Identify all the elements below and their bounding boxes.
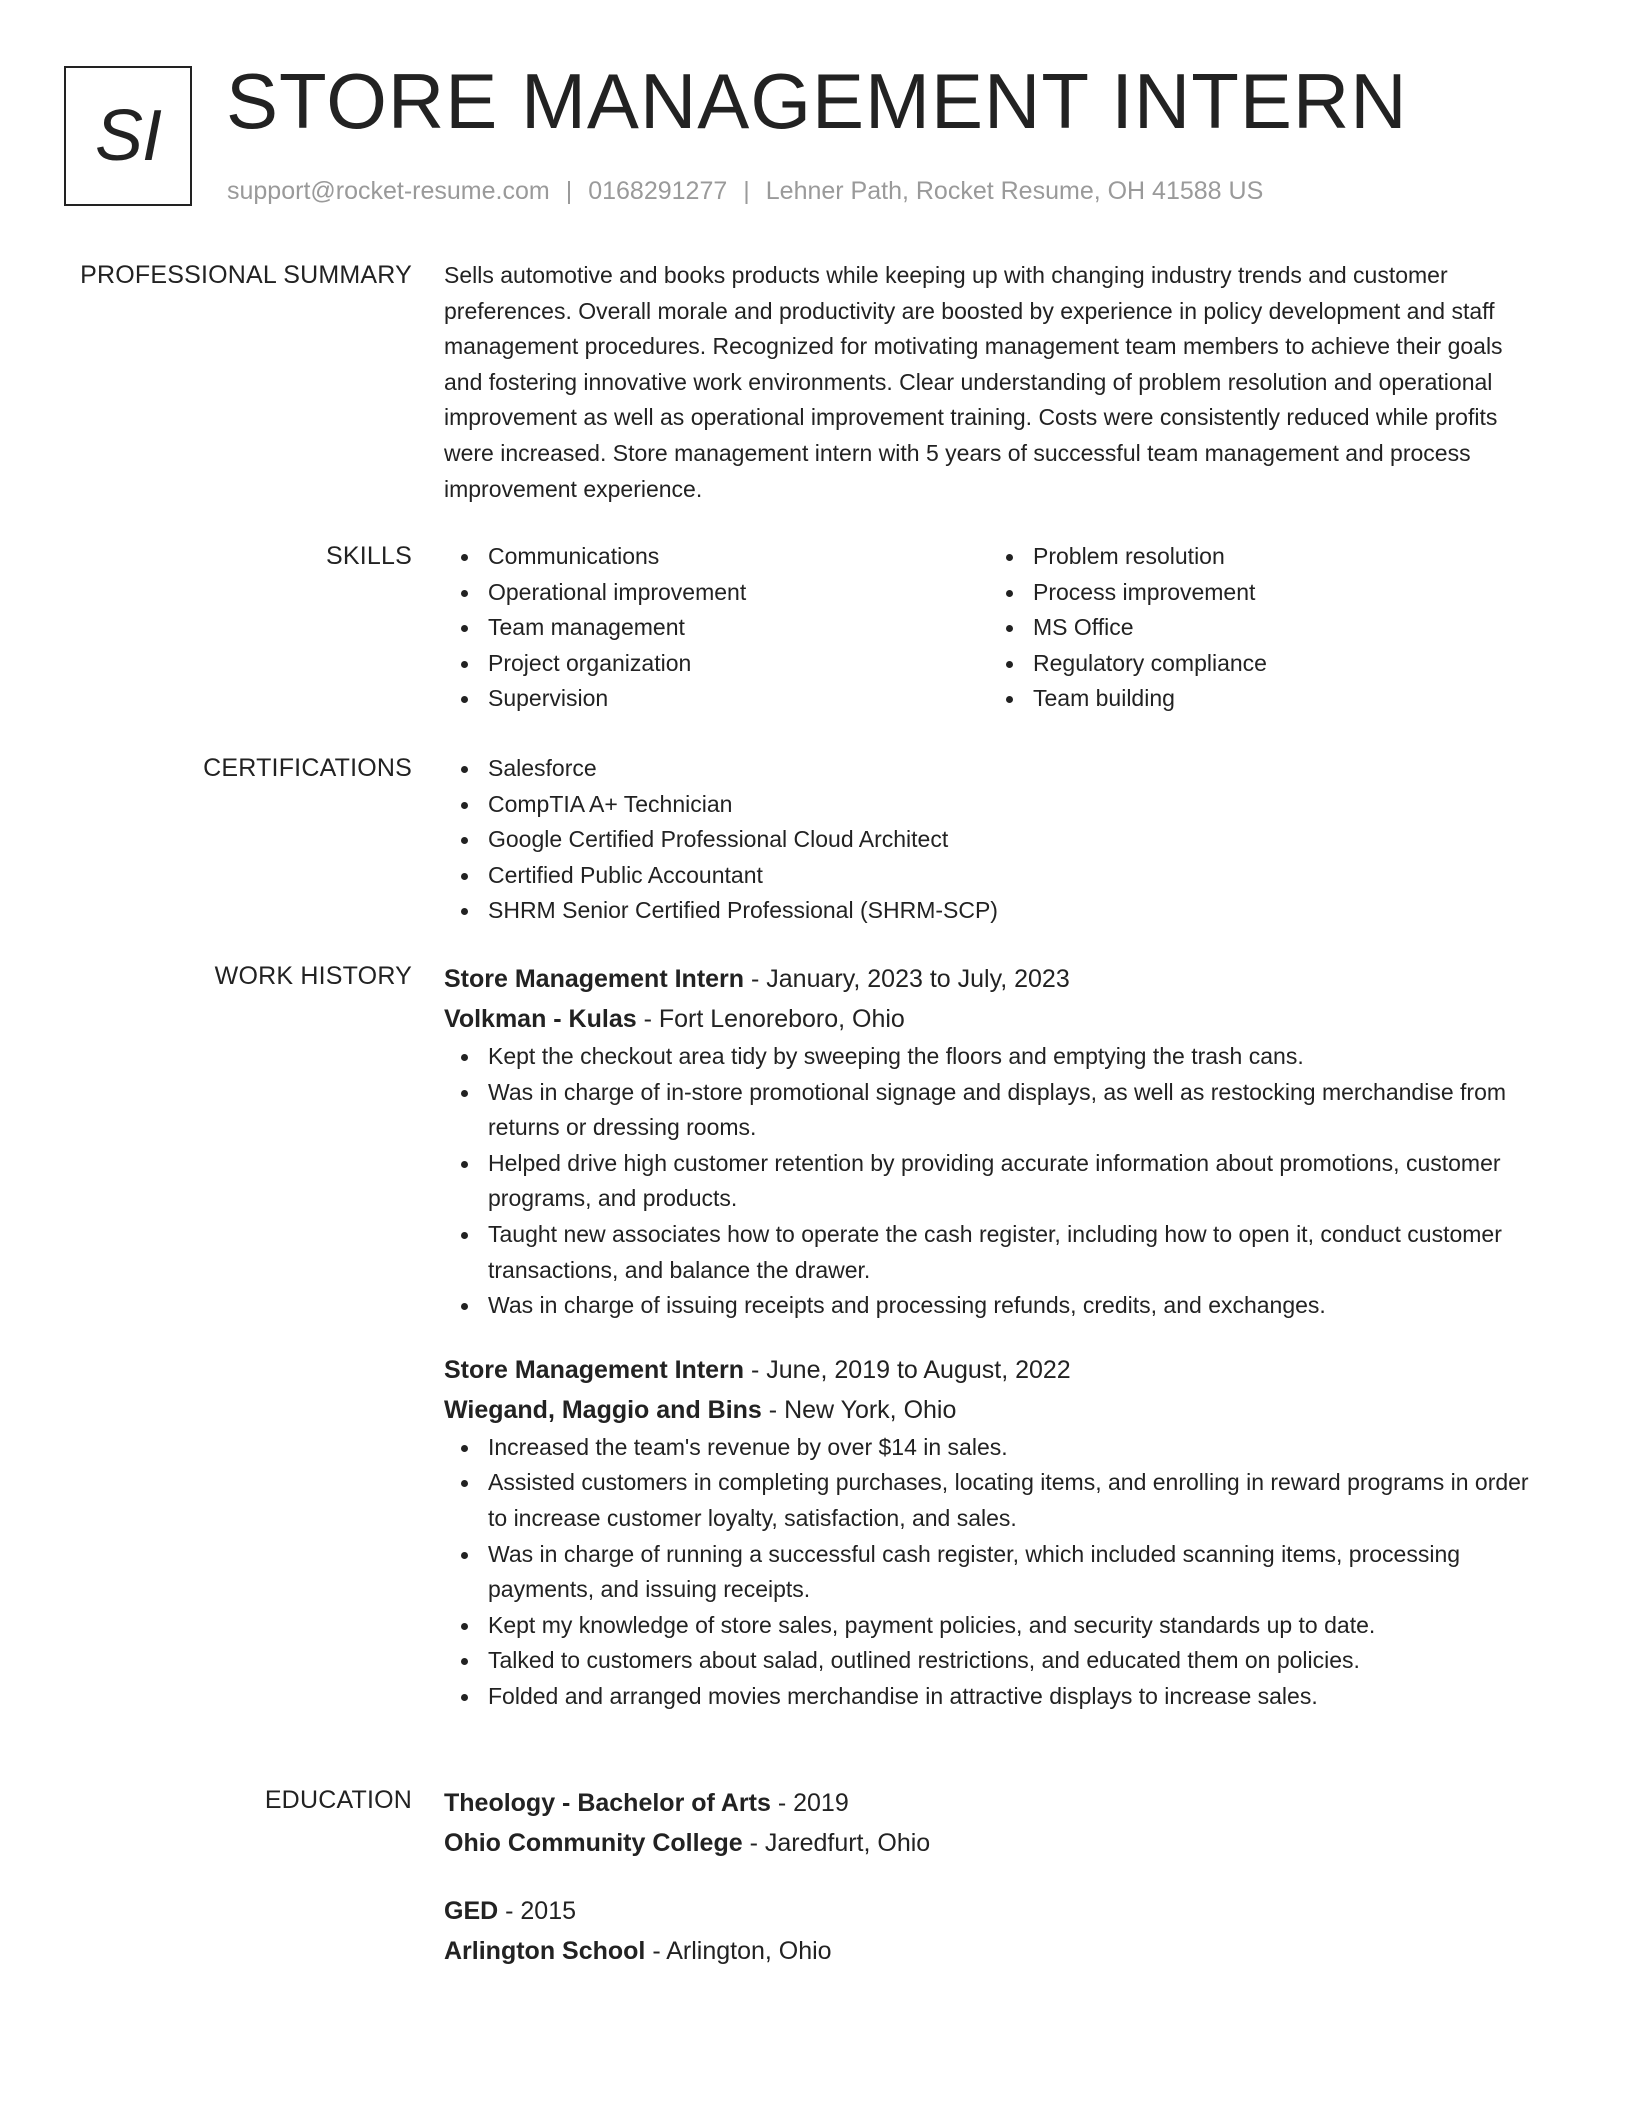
- skill-item: Team management: [444, 610, 989, 646]
- job-company-line: [444, 999, 1544, 1039]
- job-bullet: Was in charge of issuing receipts and processing refunds, credits, and exchanges.: [444, 1288, 1544, 1324]
- job-location: New York, Ohio: [784, 1395, 957, 1424]
- job-entry: [444, 1350, 1544, 1715]
- certifications-list: [444, 751, 1544, 929]
- certification-item: Google Certified Professional Cloud Architect: [444, 822, 1544, 858]
- certifications-heading: CERTIFICATIONS: [203, 754, 412, 782]
- education-school-line: [444, 1931, 1544, 1971]
- job-bullet-list: [444, 1430, 1544, 1715]
- job-bullet-list: [444, 1039, 1544, 1324]
- contact-separator: |: [565, 177, 573, 205]
- contact-address: Lehner Path, Rocket Resume, OH 41588 US: [765, 177, 1264, 205]
- education-school-line: [444, 1823, 1544, 1863]
- education-degree-line: [444, 1891, 1544, 1931]
- education-year: 2015: [520, 1897, 577, 1925]
- certification-item: SHRM Senior Certified Professional (SHRM-SCP): [444, 893, 1544, 929]
- education-degree: Theology - Bachelor of Arts: [444, 1789, 771, 1817]
- job-bullet: Was in charge of running a successful cash register, which included scanning items, processing payments, and issuing receipts.: [444, 1537, 1544, 1608]
- education-dash: -: [742, 1829, 765, 1857]
- education-location: Arlington, Ohio: [666, 1937, 832, 1965]
- education-degree: GED: [444, 1897, 499, 1925]
- contact-phone: 0168291277: [588, 177, 728, 205]
- skill-item: Regulatory compliance: [989, 646, 1534, 682]
- job-role: Store Management Intern: [444, 965, 745, 993]
- job-role: Store Management Intern: [444, 1355, 745, 1384]
- education-dash: -: [498, 1897, 521, 1925]
- summary-text: Sells automotive and books products while keeping up with changing industry trends and customer preferences. Overall morale and productivity are boosted by experience in policy development and staff management procedures. Recognized for motivating management team members to achieve their goals and fostering innovative work environments. Clear understanding of problem resolution and operational improvement as well as operational improvement training. Costs were consistently reduced while profits were increased. Store management intern with 5 years of successful team management and process improvement experience.: [444, 262, 1503, 502]
- education-dash: -: [770, 1789, 794, 1817]
- education-location: Jaredfurt, Ohio: [764, 1829, 931, 1857]
- resume-title: STORE MANAGEMENT INTERN: [226, 57, 1408, 145]
- skill-item: Operational improvement: [444, 575, 989, 611]
- education-entry: [444, 1891, 1544, 1971]
- monogram-box: [64, 66, 192, 206]
- certification-item: Certified Public Accountant: [444, 858, 1544, 894]
- job-bullet: Was in charge of in-store promotional signage and displays, as well as restocking merchandise from returns or dressing rooms.: [444, 1075, 1544, 1146]
- job-bullet: Assisted customers in completing purchases, locating items, and enrolling in reward programs in order to increase customer loyalty, satisfaction, and sales.: [444, 1465, 1544, 1536]
- education-school: Arlington School: [444, 1937, 646, 1965]
- job-role-line: [444, 959, 1544, 999]
- job-role-line: [444, 1350, 1544, 1390]
- job-location: Fort Lenoreboro, Ohio: [658, 1005, 905, 1033]
- certification-item: Salesforce: [444, 751, 1544, 787]
- education-heading: EDUCATION: [264, 1786, 412, 1814]
- education-degree-line: [444, 1783, 1544, 1823]
- job-dash: -: [636, 1005, 659, 1033]
- education-dash: -: [645, 1937, 667, 1965]
- skill-item: Process improvement: [989, 575, 1534, 611]
- monogram-initials: SI: [94, 96, 162, 176]
- job-dash: -: [744, 965, 767, 993]
- contact-email: support@rocket-resume.com: [227, 177, 550, 205]
- job-dates: June, 2019 to August, 2022: [766, 1355, 1071, 1384]
- skills-list-left: [444, 539, 989, 717]
- job-company-line: [444, 1390, 1544, 1430]
- skill-item: Problem resolution: [989, 539, 1534, 575]
- job-bullet: Talked to customers about salad, outlined restrictions, and educated them on policies.: [444, 1643, 1544, 1679]
- job-entry: [444, 959, 1544, 1324]
- education-entry: [444, 1783, 1544, 1863]
- job-company: Wiegand, Maggio and Bins: [444, 1395, 762, 1424]
- skills-list-right: [989, 539, 1534, 717]
- certification-item: CompTIA A+ Technician: [444, 787, 1544, 823]
- job-dash: -: [761, 1395, 785, 1424]
- education-school: Ohio Community College: [444, 1829, 743, 1857]
- education-year: 2019: [793, 1789, 849, 1817]
- job-bullet: Helped drive high customer retention by providing accurate information about promotions, customer programs, and products.: [444, 1146, 1544, 1217]
- skill-item: Supervision: [444, 681, 989, 717]
- job-bullet: Taught new associates how to operate the cash register, including how to open it, conduct customer transactions, and balance the drawer.: [444, 1217, 1544, 1288]
- skill-item: Project organization: [444, 646, 989, 682]
- job-bullet: Kept my knowledge of store sales, payment policies, and security standards up to date.: [444, 1608, 1544, 1644]
- summary-heading: PROFESSIONAL SUMMARY: [80, 261, 412, 289]
- job-dates: January, 2023 to July, 2023: [766, 965, 1070, 993]
- job-dash: -: [744, 1355, 767, 1384]
- job-bullet: Kept the checkout area tidy by sweeping the floors and emptying the trash cans.: [444, 1039, 1544, 1075]
- contact-separator: |: [743, 177, 750, 205]
- job-bullet: Increased the team's revenue by over $14 in sales.: [444, 1430, 1544, 1466]
- skill-item: Team building: [989, 681, 1534, 717]
- skill-item: MS Office: [989, 610, 1534, 646]
- job-bullet: Folded and arranged movies merchandise in attractive displays to increase sales.: [444, 1679, 1544, 1715]
- contact-line: [227, 174, 1263, 208]
- skill-item: Communications: [444, 539, 989, 575]
- skills-heading: SKILLS: [326, 542, 412, 570]
- job-company: Volkman - Kulas: [444, 1005, 637, 1033]
- work-history-heading: WORK HISTORY: [214, 962, 412, 990]
